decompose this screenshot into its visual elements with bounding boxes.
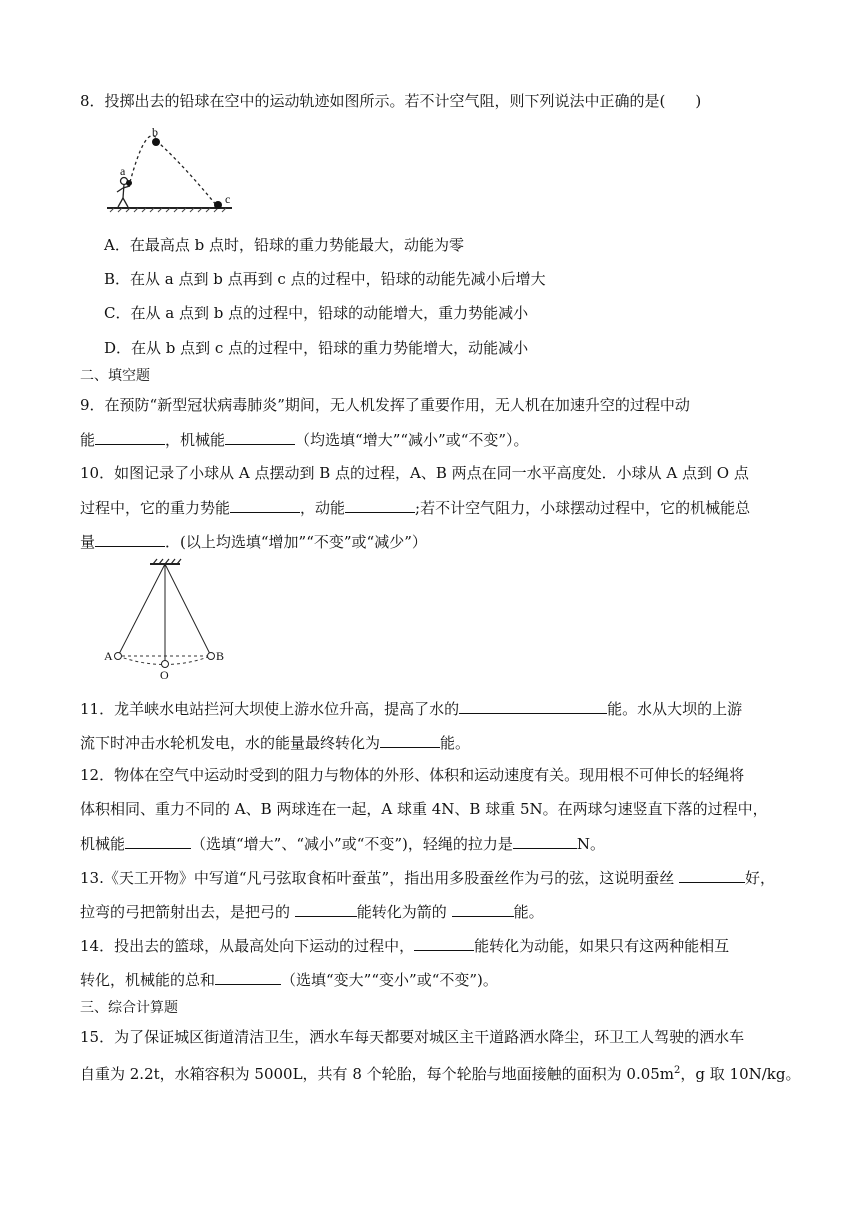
q13-text-c: 拉弯的弓把箭射出去，是把弓的	[80, 903, 291, 921]
ball-c	[214, 201, 222, 209]
q14-line-1	[80, 935, 729, 956]
q11-text-a: 11．龙羊峡水电站拦河大坝使上游水位升高，提高了水的	[80, 700, 460, 718]
q10-line-1: 10．如图记录了小球从 A 点摆动到 B 点的过程，A、B 两点在同一水平高度处．小球从 A 点到 O 点	[80, 464, 749, 482]
q14-text-d: （选填“变大”“变小”或“不变”)。	[281, 971, 498, 989]
q14-blank-2	[215, 969, 281, 985]
q8-option-c: C．在从 a 点到 b 点的过程中，铅球的动能增大，重力势能减小	[104, 304, 529, 322]
ball-B	[208, 653, 215, 660]
q11-blank-1	[459, 698, 607, 714]
q12-text-a: 机械能	[80, 835, 126, 853]
q8-option-b: B．在从 a 点到 b 点再到 c 点的过程中，铅球的动能先减小后增大	[104, 270, 546, 288]
q14-blank-1	[414, 935, 474, 951]
q11-line-2	[80, 732, 470, 753]
q13-line-1	[80, 867, 775, 888]
section-calculation-title: 三、综合计算题	[80, 1000, 178, 1016]
ball-b	[152, 138, 160, 146]
q15-line-2	[80, 1061, 801, 1084]
q10-text-a: 过程中，它的重力势能	[80, 499, 231, 517]
q15-text-a: 自重为 2.2t，水箱容积为 5000L，共有 8 个轮胎，每个轮胎与地面接触的面积为 0.05m	[80, 1065, 675, 1083]
q14-line-2	[80, 969, 498, 990]
ball-O	[162, 661, 169, 668]
q10-text-e: ．(以上均选填“增加”“不变”或“减少”）	[165, 533, 427, 551]
q10-blank-2	[345, 497, 415, 513]
q10-text-b: ，动能	[300, 499, 346, 517]
label-a: a	[120, 164, 126, 178]
string-to-a	[118, 564, 165, 656]
q12-text-b: （选填“增大”、“减小”或“不变”)，轻绳的拉力是	[191, 835, 513, 853]
q12-line-2: 体积相同、重力不同的 A、B 两球连在一起，A 球重 4N、B 球重 5N。在两球匀速竖直下落的过程中，	[80, 800, 768, 818]
q14-text-a: 14．投出去的篮球，从最高处向下运动的过程中，	[80, 937, 415, 955]
q12-text-c: N。	[576, 835, 606, 853]
q10-blank-3	[95, 531, 165, 547]
q9-text-b: ，机械能	[165, 431, 226, 449]
q14-text-b: 能转化为动能，如果只有这两种能相互	[474, 937, 730, 955]
q13-text-a: 13.《天工开物》中写道“凡弓弦取食柘叶蚕茧”，指出用多股蚕丝作为弓的弦，这说明蚕丝	[80, 869, 675, 887]
pendulum-figure	[100, 558, 230, 680]
label-B: B	[216, 649, 225, 663]
q15-text-b: ，g 取 10N/kg。	[680, 1065, 801, 1083]
q13-blank-1	[679, 867, 745, 883]
section-fill-in-blank-title: 二、填空题	[80, 368, 150, 384]
label-A: A	[104, 649, 113, 663]
label-c: c	[225, 192, 231, 206]
q11-text-d: 能。	[440, 734, 471, 752]
q9-line-1: 9．在预防“新型冠状病毒肺炎”期间，无人机发挥了重要作用，无人机在加速升空的过程中动	[80, 396, 690, 414]
q9-text-c: （均选填“增大”“减小”或“不变”）。	[295, 431, 529, 449]
q13-blank-2	[295, 901, 357, 917]
q9-blank-1	[95, 429, 165, 445]
label-O: O	[160, 668, 169, 680]
q11-line-1	[80, 698, 742, 719]
q13-text-b: 好，	[744, 869, 775, 887]
q11-text-c: 流下时冲击水轮机发电，水的能量最终转化为	[80, 734, 381, 752]
trajectory-arc	[130, 136, 217, 206]
q10-blank-1	[230, 497, 300, 513]
q11-blank-2	[380, 732, 440, 748]
q10-text-c: ;若不计空气阻力，小球摆动过程中，它的机械能总	[415, 499, 751, 517]
label-b: b	[152, 126, 158, 139]
q9-text-a: 能	[80, 431, 96, 449]
q14-text-c: 转化，机械能的总和	[80, 971, 216, 989]
q10-text-d: 量	[80, 533, 96, 551]
q9-blank-2	[225, 429, 295, 445]
q9-line-2	[80, 429, 529, 450]
q8-stem: 8．投掷出去的铅球在空中的运动轨迹如图所示。若不计空气阻，则下列说法中正确的是( )	[80, 92, 702, 110]
q13-line-2	[80, 901, 544, 922]
q10-line-2	[80, 497, 750, 518]
shot-put-trajectory-figure	[104, 126, 234, 218]
q8-option-d: D．在从 b 点到 c 点的过程中，铅球的重力势能增大，动能减小	[104, 339, 529, 357]
q15-superscript: 2	[674, 1065, 681, 1076]
q13-blank-3	[452, 901, 514, 917]
q11-text-b: 能。水从大坝的上游	[607, 700, 743, 718]
q12-blank-2	[513, 833, 577, 849]
q13-text-d: 能转化为箭的	[356, 903, 447, 921]
string-to-b	[165, 564, 211, 656]
q12-line-3	[80, 833, 605, 854]
q12-blank-1	[125, 833, 191, 849]
q15-line-1: 15．为了保证城区街道清洁卫生，洒水车每天都要对城区主干道路洒水降尘，环卫工人驾驶的洒水车	[80, 1028, 745, 1046]
ball-A	[115, 653, 122, 660]
q13-text-e: 能。	[513, 903, 544, 921]
q8-option-a: A．在最高点 b 点时，铅球的重力势能最大，动能为零	[104, 236, 464, 254]
ball-a	[126, 180, 132, 186]
q12-line-1: 12．物体在空气中运动时受到的阻力与物体的外形、体积和运动速度有关。现用根不可伸长的轻绳将	[80, 766, 745, 784]
q10-line-3	[80, 531, 427, 552]
